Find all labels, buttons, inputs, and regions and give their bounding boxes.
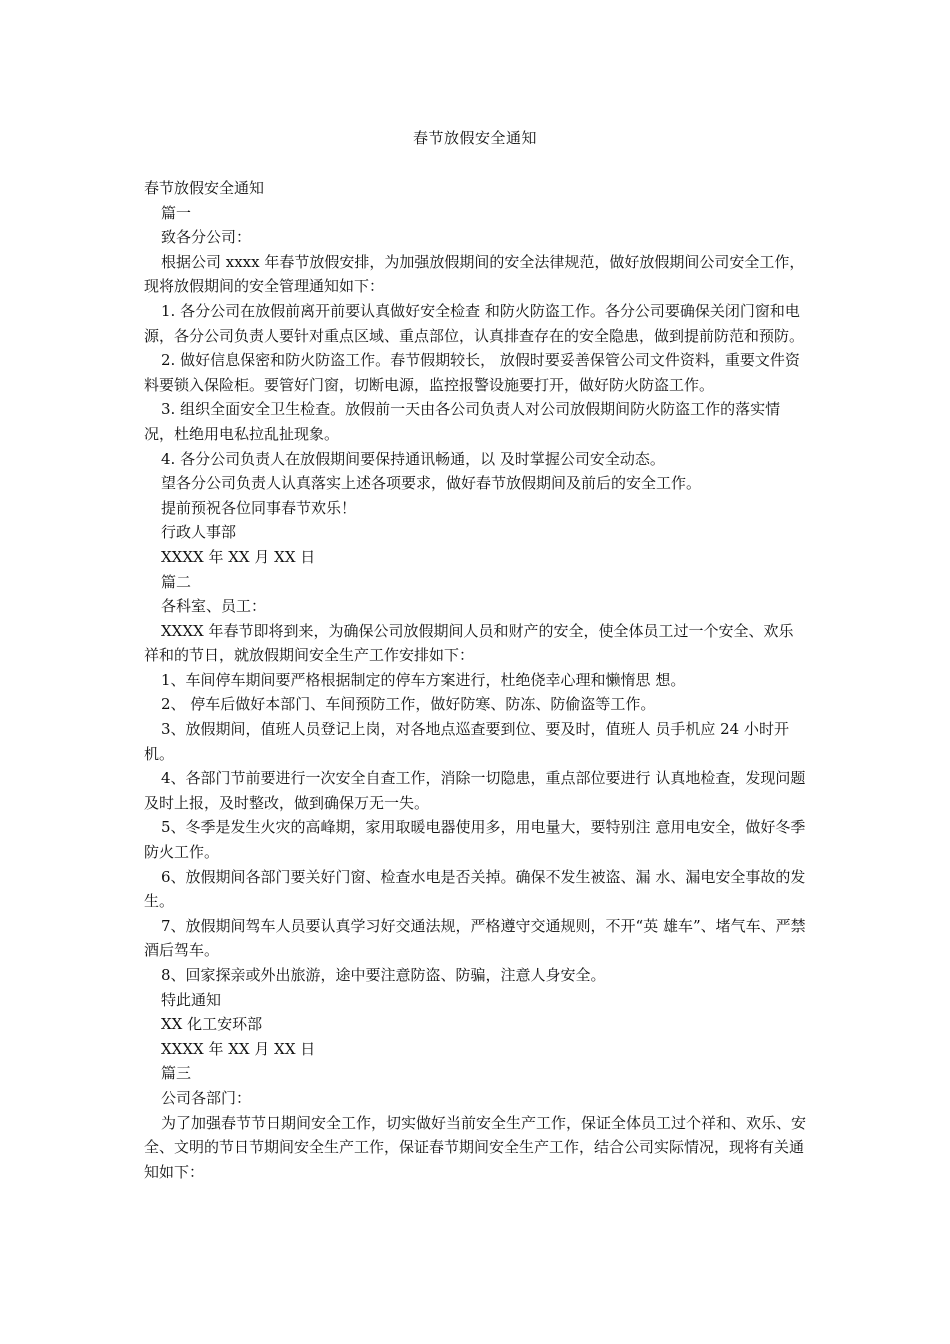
paragraph: 提前预祝各位同事春节欢乐！ [161,498,357,517]
paragraph: 篇一 [161,203,192,222]
paragraph: 行政人事部 [161,523,237,542]
paragraph: 2、 停车后做好本部门、车间预防工作，做好防寒、防冻、防偷盗等工作。 [161,695,656,714]
paragraph: 6、放假期间各部门要关好门窗、检查水电是否关掉。确保不发生被盗、漏 水、漏电安全事故的发生。 [144,867,806,911]
paragraph: 1、车间停车期间要严格根据制定的停车方案进行，杜绝侥幸心理和懒惰思 想。 [161,670,686,689]
paragraph: 7、放假期间驾车人员要认真学习好交通法规，严格遵守交通规则，不开“英 雄车”、堵气车、严禁酒后驾车。 [144,916,806,960]
paragraph: 4、各部门节前要进行一次安全自查工作，消除一切隐患，重点部位要进行 认真地检查，发现问题及时上报，及时整改，做到确保万无一失。 [144,769,806,812]
paragraph: 篇二 [161,572,192,591]
paragraph: 1. 各分公司在放假前离开前要认真做好安全检查 和防火防盗工作。各分公司要确保关闭门窗和电源，各分公司负责人要针对重点区域、重点部位，认真排查存在的安全隐患，做到提前防范和预防。 [144,301,805,345]
paragraph: XXXX 年 XX 月 XX 日 [161,547,316,566]
paragraph: 公司各部门： [161,1088,252,1107]
paragraph: XXXX 年春节即将到来，为确保公司放假期间人员和财产的安全，使全体员工过一个安全、欢乐祥和的节日，就放假期间安全生产工作安排如下： [144,621,794,665]
paragraph: 春节放假安全通知 [144,179,265,197]
paragraph: 各科室、员工： [161,597,267,616]
document-body [144,176,806,1184]
paragraph: 致各分公司： [161,228,252,247]
paragraph: 望各分公司负责人认真落实上述各项要求，做好春节放假期间及前后的安全工作。 [161,474,702,493]
paragraph: XX 化工安环部 [161,1015,263,1034]
paragraph: 5、冬季是发生火灾的高峰期，家用取暖电器使用多，用电量大，要特别注 意用电安全，做好冬季防火工作。 [144,818,806,862]
paragraph: XXXX 年 XX 月 XX 日 [161,1039,316,1058]
paragraph: 4. 各分公司负责人在放假期间要保持通讯畅通，以 及时掌握公司安全动态。 [161,449,665,468]
paragraph: 为了加强春节节日期间安全工作，切实做好当前安全生产工作，保证全体员工过个祥和、欢乐、安全、文明的节日节期间安全生产工作，保证春节期间安全生产工作，结合公司实际情况，现将有关通知如下： [144,1113,807,1181]
paragraph: 3. 组织全面安全卫生检查。放假前一天由各公司负责人对公司放假期间防火防盗工作的落实情况，杜绝用电私拉乱扯现象。 [144,400,781,443]
paragraph: 根据公司 xxxx 年春节放假安排，为加强放假期间的安全法律规范，做好放假期间公司安全工作，现将放假期间的安全管理通知如下： [144,252,805,296]
paragraph: 3、放假期间，值班人员登记上岗，对各地点巡查要到位、要及时，值班人 员手机应 24 小时开机。 [144,720,789,763]
paragraph: 2. 做好信息保密和防火防盗工作。春节假期较长， 放假时要妥善保管公司文件资料，重要文件资料要锁入保险柜。要管好门窗，切断电源，监控报警设施要打开，做好防火防盗工作。 [144,351,800,394]
paragraph: 8、回家探亲或外出旅游，途中要注意防盗、防骗，注意人身安全。 [161,966,606,984]
paragraph: 篇三 [161,1064,192,1083]
document-title: 春节放假安全通知 [412,129,537,147]
paragraph: 特此通知 [161,990,222,1009]
